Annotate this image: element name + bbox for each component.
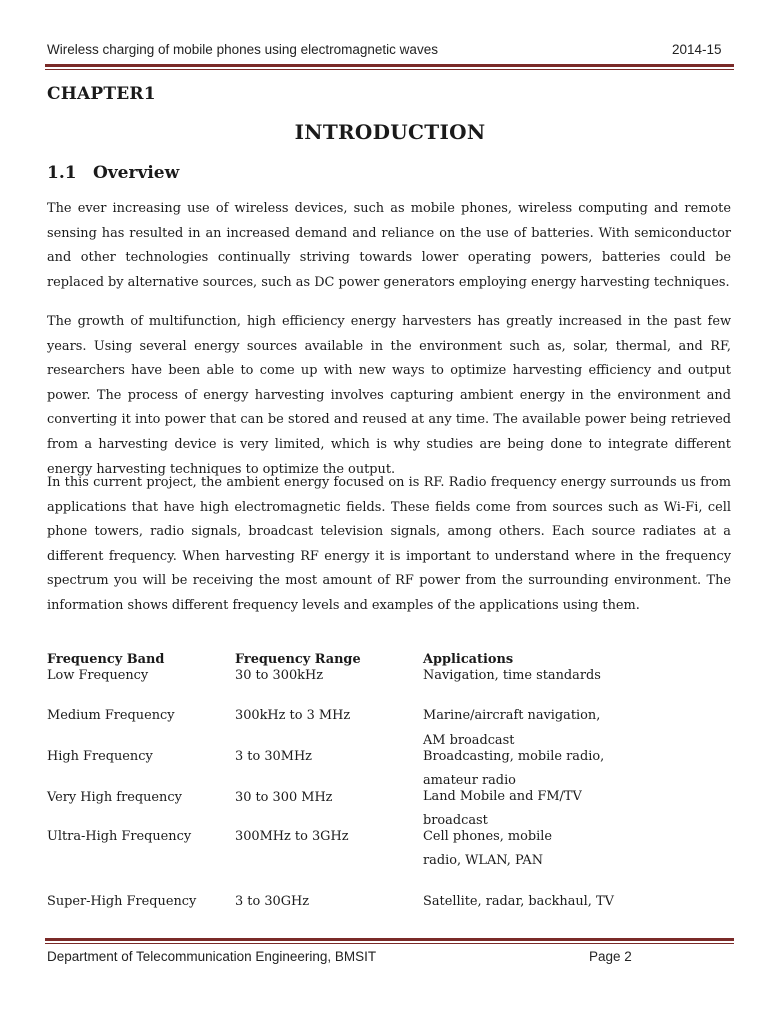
page-number: Page 2: [589, 949, 632, 964]
table-cell-applications: Satellite, radar, backhaul, TV: [423, 894, 614, 909]
table-cell-applications-cont: AM broadcast: [423, 733, 515, 748]
table-cell-applications: Cell phones, mobile: [423, 829, 553, 844]
header-rule-thin: [45, 69, 734, 70]
table-cell-range: 30 to 300 MHz: [235, 790, 333, 805]
section-number: 1.1: [47, 163, 77, 183]
chapter-label: CHAPTER1: [47, 84, 156, 104]
footer-rule-thin: [45, 943, 734, 944]
table-cell-applications: Broadcasting, mobile radio,: [423, 749, 605, 764]
chapter-title: INTRODUCTION: [294, 120, 486, 144]
section-title: Overview: [93, 163, 180, 183]
table-cell-applications: Navigation, time standards: [423, 668, 601, 683]
running-header-title: Wireless charging of mobile phones using electromagnetic waves: [47, 42, 438, 57]
table-header-applications: Applications: [423, 652, 514, 667]
table-cell-band: Super-High Frequency: [47, 894, 197, 909]
body-paragraph: The growth of multifunction, high efficiency energy harvesters has greatly increased in the past few years. Using several energy sources available in the environment such as, solar, thermal, and RF, researchers have been able to come up with new ways to optimize harvesting efficiency and output power. The process of energy harvesting involves capturing ambient energy in the environment and converting it into power that can be stored and reused at any time. The available power being retrieved from a harvesting device is very limited, which is why studies are being done to integrate different energy harvesting techniques to optimize the output.: [47, 314, 731, 477]
table-cell-range: 30 to 300kHz: [235, 668, 323, 683]
table-cell-range: 3 to 30GHz: [235, 894, 310, 909]
table-cell-band: Medium Frequency: [47, 708, 175, 723]
table-cell-applications-cont: radio, WLAN, PAN: [423, 853, 544, 868]
table-header-band: Frequency Band: [47, 652, 165, 667]
table-cell-band: Low Frequency: [47, 668, 149, 683]
table-cell-band: High Frequency: [47, 749, 153, 764]
header-rule-thick: [45, 64, 734, 67]
table-cell-band: Very High frequency: [47, 790, 182, 805]
table-cell-band: Ultra-High Frequency: [47, 829, 192, 844]
table-cell-range: 3 to 30MHz: [235, 749, 312, 764]
body-paragraph: In this current project, the ambient energy focused on is RF. Radio frequency energy surrounds us from applications that have high electromagnetic fields. These fields come from sources such as Wi-Fi, cell phone towers, radio signals, broadcast television signals, among others. Each source radiates at a different frequency. When harvesting RF energy it is important to understand where in the frequency spectrum you will be receiving the most amount of RF power from the surrounding environment. The information shows different frequency levels and examples of the applications using them.: [47, 475, 731, 613]
table-cell-applications: Land Mobile and FM/TV: [423, 789, 582, 804]
table-cell-range: 300kHz to 3 MHz: [235, 708, 351, 723]
table-cell-range: 300MHz to 3GHz: [235, 829, 349, 844]
table-header-range: Frequency Range: [235, 652, 361, 667]
table-cell-applications: Marine/aircraft navigation,: [423, 708, 601, 723]
table-cell-applications-cont: broadcast: [423, 813, 488, 828]
footer-rule-thick: [45, 938, 734, 941]
footer-department: Department of Telecommunication Engineering, BMSIT: [47, 949, 377, 964]
running-header-year: 2014-15: [672, 42, 722, 57]
table-cell-applications-cont: amateur radio: [423, 773, 516, 788]
body-paragraph: The ever increasing use of wireless devices, such as mobile phones, wireless computing and remote sensing has resulted in an increased demand and reliance on the use of batteries. With semiconductor and other technologies continually striving towards lower operating powers, batteries could be replaced by alternative sources, such as DC power generators employing energy harvesting techniques.: [47, 201, 731, 290]
